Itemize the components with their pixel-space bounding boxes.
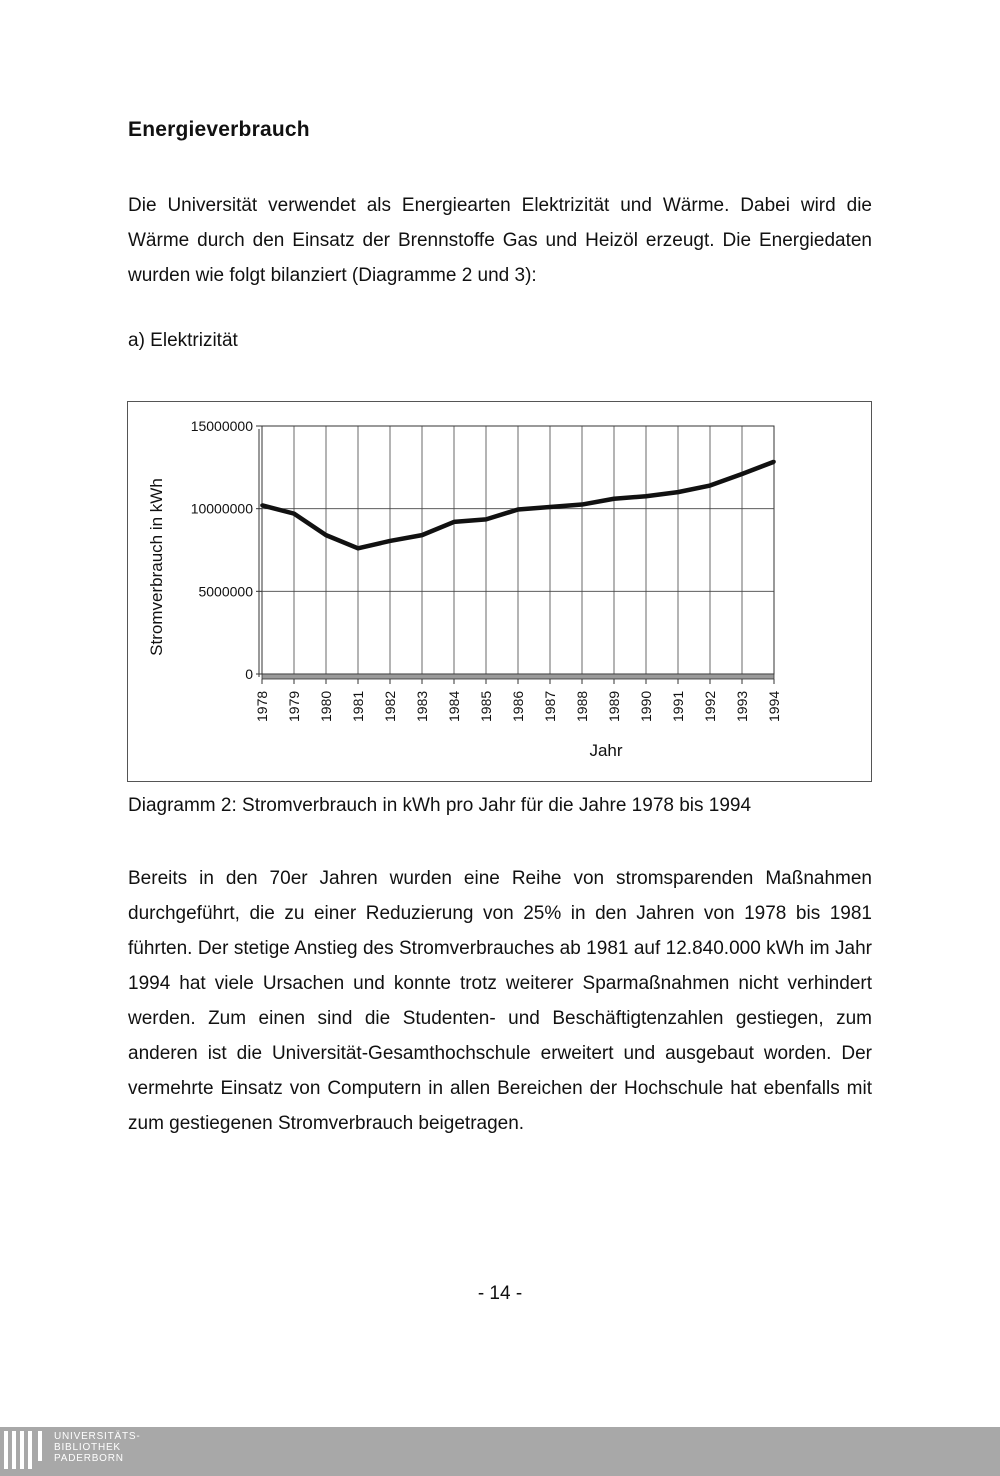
data-point <box>740 472 744 476</box>
data-point <box>580 503 584 507</box>
data-point <box>676 490 680 494</box>
y-tick-label: 0 <box>245 666 253 682</box>
data-point <box>356 547 360 551</box>
data-point <box>708 484 712 488</box>
x-tick-label: 1980 <box>318 690 334 722</box>
data-point <box>484 518 488 522</box>
x-tick-label: 1984 <box>446 690 462 722</box>
chart-caption: Diagramm 2: Stromverbrauch in kWh pro Jahr für die Jahre 1978 bis 1994 <box>128 795 752 816</box>
x-tick-label: 1994 <box>766 690 782 722</box>
data-point <box>388 539 392 543</box>
y-tick-label: 5000000 <box>198 583 253 600</box>
data-point <box>516 508 520 512</box>
x-tick-label: 1993 <box>734 690 750 722</box>
x-tick-label: 1987 <box>542 690 558 722</box>
x-tick-label: 1988 <box>574 690 590 722</box>
x-tick-label: 1991 <box>670 690 686 722</box>
page-number: - 14 - <box>477 1283 523 1304</box>
electricity-line-chart <box>128 402 873 783</box>
library-logo-text <box>54 1431 141 1464</box>
logo-line-1: UNIVERSITÄTS- <box>54 1431 141 1442</box>
data-point <box>612 497 616 501</box>
x-tick-label: 1983 <box>414 690 430 722</box>
x-tick-label: 1982 <box>382 690 398 722</box>
data-point <box>548 505 552 509</box>
data-point <box>292 512 296 516</box>
section-label: a) Elektrizität <box>128 330 238 351</box>
y-tick-label: 10000000 <box>190 500 253 517</box>
x-tick-label: 1979 <box>286 690 302 722</box>
page-heading: Energieverbrauch <box>128 118 310 141</box>
logo-line-3: PADERBORN <box>54 1453 124 1464</box>
data-point <box>260 504 264 508</box>
y-axis-title: Stromverbrauch in kWh <box>147 478 166 656</box>
data-point <box>420 533 424 537</box>
x-tick-label: 1992 <box>702 690 718 722</box>
data-point <box>644 494 648 498</box>
data-point <box>324 533 328 537</box>
x-tick-label: 1989 <box>606 690 622 722</box>
y-tick-label: 15000000 <box>190 418 253 434</box>
x-tick-label: 1981 <box>350 690 366 722</box>
x-tick-label: 1985 <box>478 690 494 722</box>
data-point <box>452 520 456 524</box>
data-point <box>772 460 776 464</box>
plot-floor <box>262 674 774 679</box>
library-footer-bar <box>0 1427 1000 1476</box>
x-tick-label: 1986 <box>510 690 526 722</box>
x-tick-label: 1978 <box>254 690 270 722</box>
logo-line-2: BIBLIOTHEK <box>54 1442 121 1453</box>
chart-frame <box>127 401 872 782</box>
x-tick-label: 1990 <box>638 690 654 722</box>
intro-paragraph: Die Universität verwendet als Energiearten Elektrizität und Wärme. Dabei wird die Wärme durch den Einsatz der Brennstoffe Gas und Heizöl erzeugt. Die Energiedaten wurden wie folgt bilanziert (Diagramme 2 und 3): <box>128 195 872 286</box>
x-axis-title: Jahr <box>589 741 623 760</box>
body-paragraph: Bereits in den 70er Jahren wurden eine Reihe von stromsparenden Maßnahmen durchgeführt, die zu einer Reduzierung von 25% in den Jahren von 1978 bis 1981 führten. Der stetige Anstieg des Stromverbrauches ab 1981 auf 12.840.000 kWh im Jahr 1994 hat viele Ursachen und konnte trotz weiterer Sparmaßnahmen nicht verhindert werden. Zum einen sind die Studenten- und Beschäftigtenzahlen gestiegen, zum anderen ist die Universität-Gesamthochschule erweitert und ausgebaut worden. Der vermehrte Einsatz von Computern in allen Bereichen der Hochschule hat ebenfalls mit zum gestiegenen Stromverbrauch beigetragen. <box>128 868 872 1134</box>
